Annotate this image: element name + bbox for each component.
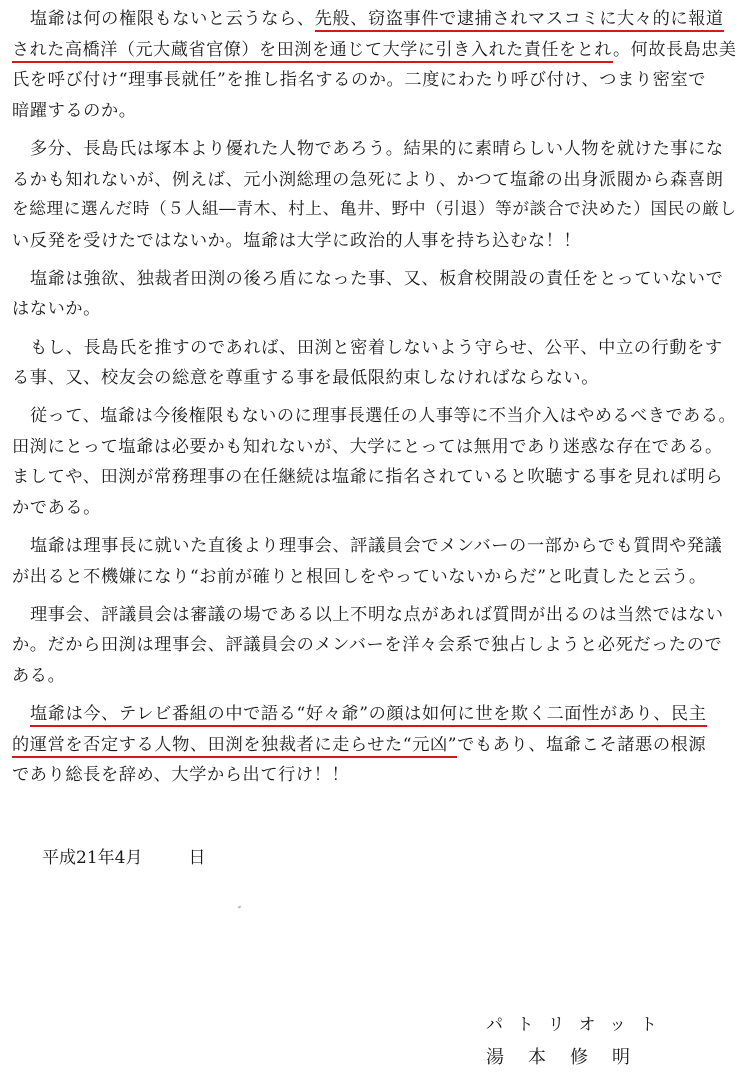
signature-pen-name: パトリオット: [486, 1015, 671, 1035]
line-text: 多分、長島氏は塚本より優れた人物であろう。結果的に素晴らしい人物を就けた事にな: [30, 138, 724, 159]
line-text: 。何故長島忠美: [613, 39, 737, 60]
body-line: [12, 363, 599, 388]
body-line: [12, 730, 706, 755]
line-text: でもあり、塩爺こそ諸悪の根源: [457, 734, 707, 755]
body-line: [12, 165, 724, 190]
line-text: い反発を受けたではないか。塩爺は大学に政治的人事を持ち込むな！！: [12, 230, 582, 251]
date-year-month: 平成21年4月: [42, 848, 143, 868]
body-line: [30, 531, 722, 556]
body-line: [12, 760, 349, 785]
line-text: る事、又、校友会の総意を尊重する事を最低限約束しなければならない。: [12, 368, 599, 389]
line-text: 氏を呼び付け“理事長就任”を推し指名するのか。二度にわたり呼び付け、つまり密室で: [12, 70, 707, 91]
letter-date: [42, 843, 205, 868]
body-line: [12, 65, 706, 90]
line-text: か。だから田渕は理事会、評議員会のメンバーを洋々会系で独占しようと必死だったので: [12, 635, 723, 656]
underlined-text: された高橋洋（元大蔵省官僚）を田渕を通じて大学に引き入れた責任をとれ: [12, 40, 613, 63]
line-text: を総理に選んだ時（５人組―青木、村上、亀井、野中（引退）等が談合で決めた）国民の厳し: [12, 199, 737, 219]
line-text: 塩爺は理事長に就いた直後より理事会、評議員会でメンバーの一部からでも質問や発議: [30, 536, 723, 557]
body-line: [12, 35, 737, 60]
line-text: かである。: [12, 498, 101, 518]
body-line: [12, 226, 581, 251]
line-text: 暗躍するのか。: [12, 100, 137, 121]
body-line: [12, 432, 723, 457]
line-text: ましてや、田渕が常務理事の在任継続は塩爺に指名されていると吹聴する事を見れば明ら: [12, 467, 724, 488]
body-line: [30, 264, 723, 289]
body-line: [12, 294, 101, 319]
body-line: [12, 96, 137, 121]
line-text: もし、長島氏を推すのであれば、田渕と密着しないよう守らせ、公平、中立の行動をす: [30, 337, 723, 358]
line-text: 塩爺は何の権限もないと云うなら、: [30, 9, 315, 29]
body-line: [12, 630, 722, 655]
line-text: であり総長を辞め、大学から出て行け！！: [12, 765, 350, 786]
scan-speck: [238, 905, 242, 908]
line-text: ある。: [12, 666, 66, 686]
line-text: 塩爺は強欲、独裁者田渕の後ろ盾になった事、又、板倉校開設の責任をとっていないで: [30, 268, 724, 289]
body-line: [12, 493, 101, 518]
body-line: [30, 401, 736, 426]
signature-name: 湯本修明: [486, 1047, 654, 1068]
line-text: 従って、塩爺は今後権限もないのに理事長選任の人事等に不当介入はやめるべきである。: [30, 406, 737, 427]
body-line: [12, 562, 707, 587]
underlined-text: 先般、窃盗事件で逮捕されマスコミに大々的に報道: [315, 9, 724, 32]
line-text: 田渕にとって塩爺は必要かも知れないが、大学にとっては無用であり迷惑な存在である。: [12, 436, 723, 457]
body-line: [12, 195, 737, 219]
line-text: るかも知れないが、例えば、元小渕総理の急死により、かつて塩爺の出身派閥から森喜朗: [12, 169, 724, 190]
line-text: が出ると不機嫌になり“お前が確りと根回しをやっていないからだ”と叱責したと云う。: [12, 566, 707, 587]
line-text: はないか。: [12, 299, 101, 320]
body-line: [12, 462, 723, 487]
body-line: [30, 600, 724, 625]
line-text: 理事会、評議員会は審議の場である以上不明な点があれば質問が出るのは当然ではない: [30, 604, 724, 625]
body-line: [12, 661, 65, 686]
body-line: [30, 333, 723, 358]
underlined-text: 的運営を否定する人物、田渕を独裁者に走らせた“元凶”: [12, 735, 457, 758]
body-line: [30, 699, 707, 724]
body-line: [30, 134, 724, 159]
underlined-text: 塩爺は今、テレビ番組の中で語る“好々爺”の顔は如何に世を欺く二面性があり、民主: [30, 704, 707, 727]
date-day: 日: [188, 848, 206, 868]
body-line: [30, 4, 724, 29]
